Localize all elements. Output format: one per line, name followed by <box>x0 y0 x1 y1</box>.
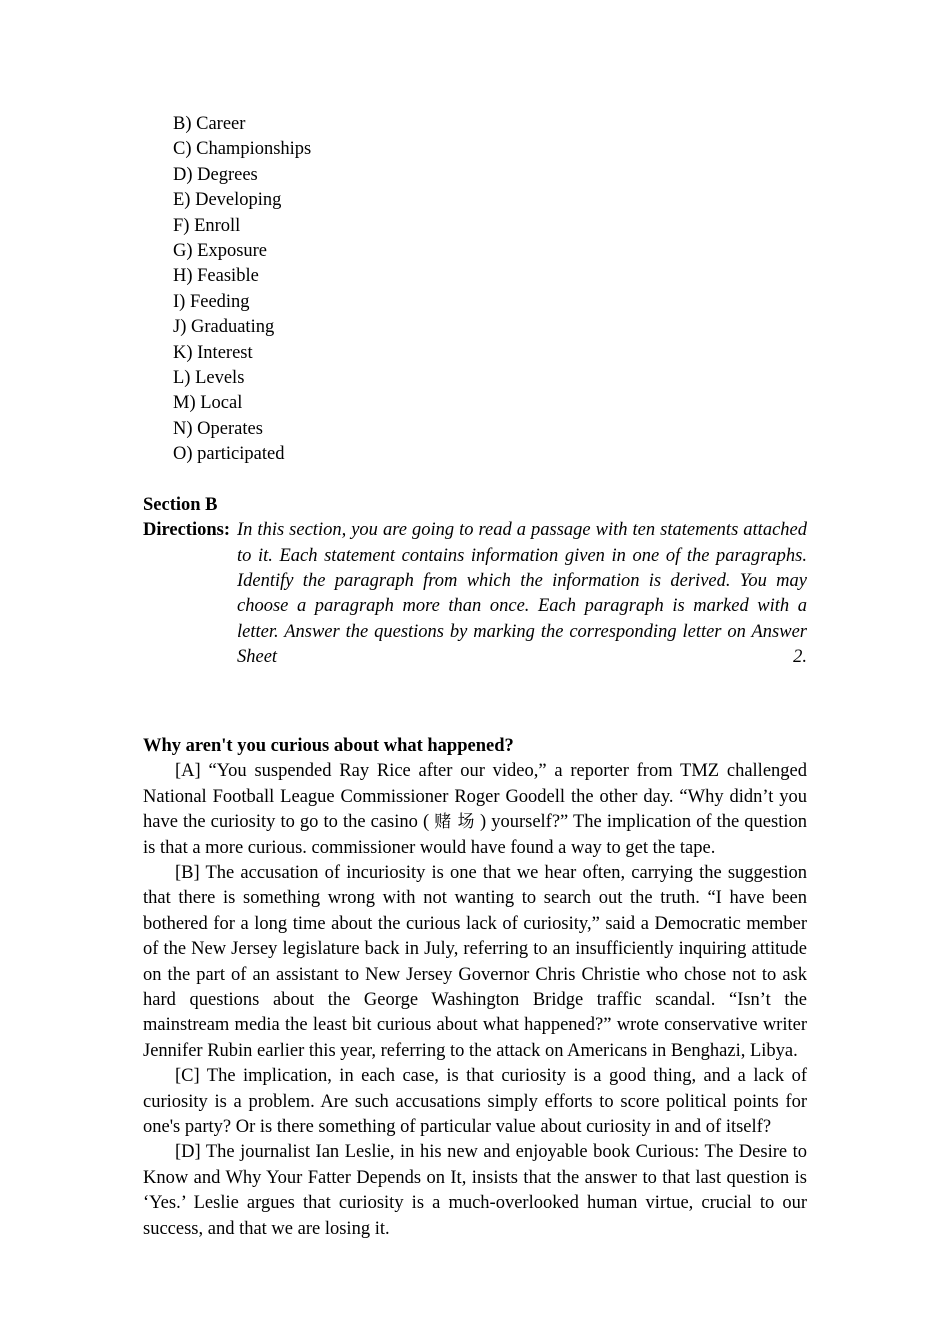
passage-paragraph-d: [D] The journalist Ian Leslie, in his new and enjoyable book Curious: The Desire to Know and Why Your Fatter Depends on It, insists that the answer to that last question is ‘Yes.’ Leslie argues that curiosity is a much-overlooked human virtue, crucial to our success, and that we are losing it. <box>143 1142 807 1239</box>
passage-title: Why aren't you curious about what happened? <box>143 735 514 756</box>
directions-block <box>143 518 807 696</box>
word-bank-option[interactable]: B) Career <box>173 114 246 134</box>
word-bank-option[interactable]: I) Feeding <box>173 291 250 312</box>
directions-text: In this section, you are going to read a passage with ten statements attached to it. Each statement contains information given in one of the paragraphs. Identify the paragraph from which the information is derived. You may choose a paragraph more than once. Each paragraph is marked with a letter. Answer the questions by marking the corresponding letter on Answer Sheet 2. <box>237 520 807 668</box>
word-bank-option[interactable]: C) Championships <box>173 139 312 160</box>
word-bank-option[interactable]: J) Graduating <box>173 317 275 338</box>
passage-paragraph-c: [C] The implication, in each case, is that curiosity is a good thing, and a lack of curiosity is a problem. Are such accusations simply efforts to score political points for one's party? Or is there something of particular value about curiosity in and of itself? <box>143 1066 807 1138</box>
paragraph-a-chinese-gloss: 赌 场 <box>434 812 475 833</box>
word-bank-option[interactable]: G) Exposure <box>173 241 268 262</box>
word-bank-option[interactable]: D) Degrees <box>173 164 258 185</box>
section-heading: Section B <box>143 494 218 515</box>
word-bank-option-list <box>143 112 807 468</box>
directions-label: Directions: <box>143 520 230 541</box>
word-bank-option[interactable]: H) Feasible <box>173 266 259 287</box>
word-bank-option[interactable]: L) Levels <box>173 368 245 389</box>
word-bank-option[interactable]: N) Operates <box>173 418 263 439</box>
passage-paragraph-b: [B] The accusation of incuriosity is one that we hear often, carrying the suggestion that there is something wrong with not wanting to search out the truth. “I have been bothered for a long time about the curious lack of curiosity,” said a Democratic member of the New Jersey legislature back in July, referring to an insufficiently inquiring attitude on the part of an assistant to New Jersey Governor Chris Christie who chose not to ask hard questions about the George Washington Bridge traffic scandal. “Isn’t the mainstream media the least bit curious about what happened?” wrote conservative writer Jennifer Rubin earlier this year, referring to the attack on Americans in Benghazi, Libya. <box>143 862 807 1061</box>
word-bank-option[interactable]: F) Enroll <box>173 215 241 236</box>
word-bank-option[interactable]: E) Developing <box>173 190 282 211</box>
paragraph-a-text-part2: ) yourself?” The implication of the question is that a more curious. commissioner would have found a way to get the tape. <box>143 812 807 858</box>
word-bank-option[interactable]: O) participated <box>173 444 285 465</box>
word-bank-option[interactable]: K) Interest <box>173 342 253 363</box>
page-content <box>143 112 807 1242</box>
word-bank-option[interactable]: M) Local <box>173 393 243 414</box>
paragraph-a-text-part1: [A] “You suspended Ray Rice after our video,” a reporter from TMZ challenged National Football League Commissioner Roger Goodell the other day. “Why didn’t you have the curiosity to go to the casino ( <box>143 761 807 833</box>
passage-paragraph-a <box>143 759 807 861</box>
